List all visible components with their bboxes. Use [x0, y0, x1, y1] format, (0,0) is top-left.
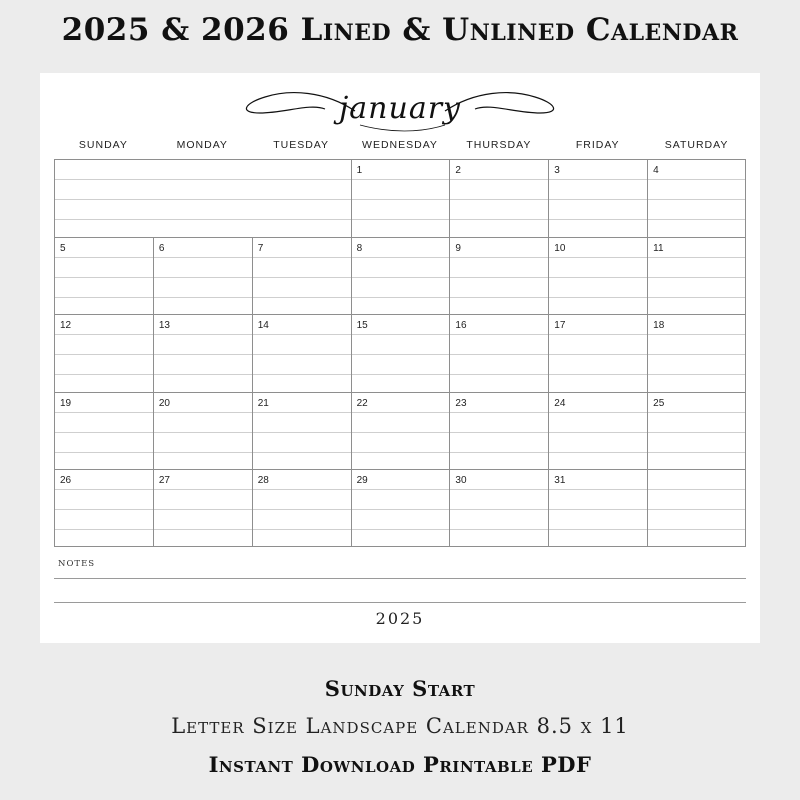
day-number: 6 [158, 242, 165, 254]
day-number: 14 [257, 320, 269, 332]
day-cell [252, 469, 351, 547]
day-cell [153, 237, 252, 315]
day-number: 17 [554, 320, 566, 332]
day-number: 28 [257, 475, 269, 487]
month-title: january [338, 91, 461, 126]
weekday-label: SUNDAY [78, 139, 128, 151]
day-number: 26 [60, 475, 72, 487]
day-number: 1 [356, 165, 363, 176]
day-number: 15 [356, 320, 368, 332]
calendar-grid [54, 159, 746, 547]
day-number: 27 [158, 475, 170, 487]
day-cell [548, 392, 647, 470]
day-cell [54, 469, 153, 547]
day-number: 3 [554, 165, 560, 176]
day-cell [449, 159, 548, 237]
day-cell [548, 314, 647, 392]
calendar-sheet [40, 73, 760, 643]
caption-sunday-start: Sunday Start [324, 676, 476, 701]
weekday-label: TUESDAY [273, 139, 330, 151]
day-number: 19 [60, 397, 72, 409]
day-number: 25 [653, 397, 665, 409]
notes-rule [54, 602, 746, 603]
day-cell [449, 392, 548, 470]
notes-label: NOTES [58, 559, 96, 569]
day-cell [252, 392, 351, 470]
day-cell [548, 237, 647, 315]
day-cell [351, 159, 450, 237]
empty-day-cell [647, 469, 746, 547]
day-number: 30 [455, 475, 467, 487]
caption-letter-size: Letter Size Landscape Calendar 8.5 x 11 [171, 714, 629, 738]
day-number: 23 [455, 397, 467, 409]
day-number: 24 [554, 397, 566, 409]
day-cell [647, 237, 746, 315]
day-cell [153, 314, 252, 392]
year-label: 2025 [375, 609, 425, 628]
day-number: 9 [455, 242, 461, 254]
day-number: 22 [356, 397, 368, 409]
day-cell [252, 237, 351, 315]
day-number: 12 [60, 320, 72, 332]
weekday-label: WEDNESDAY [362, 139, 438, 151]
day-number: 29 [356, 475, 368, 487]
day-cell [351, 314, 450, 392]
empty-day-block [54, 159, 351, 237]
day-number: 4 [653, 165, 659, 176]
weekday-label: MONDAY [176, 139, 228, 151]
day-cell [153, 469, 252, 547]
day-cell [449, 314, 548, 392]
weekday-label: SATURDAY [664, 139, 729, 151]
day-cell [647, 314, 746, 392]
day-cell [449, 469, 548, 547]
day-number: 18 [653, 320, 665, 332]
day-cell [548, 469, 647, 547]
notes-rule [54, 578, 746, 579]
day-cell [153, 392, 252, 470]
day-cell [252, 314, 351, 392]
weekday-header-row [54, 139, 746, 155]
day-cell [351, 469, 450, 547]
day-number: 7 [257, 242, 264, 254]
day-number: 5 [60, 242, 66, 254]
day-cell [54, 392, 153, 470]
headline: 2025 & 2026 Lined & Unlined Calendar [61, 12, 739, 48]
month-header [230, 85, 570, 135]
day-cell [351, 392, 450, 470]
day-cell [54, 237, 153, 315]
day-cell [54, 314, 153, 392]
caption-instant-download: Instant Download Printable PDF [208, 752, 592, 777]
day-cell [351, 237, 450, 315]
day-cell [647, 392, 746, 470]
day-number: 10 [554, 242, 566, 254]
weekday-label: THURSDAY [466, 139, 532, 151]
day-cell [449, 237, 548, 315]
day-number: 13 [158, 320, 170, 332]
day-number: 20 [158, 397, 170, 409]
day-cell [647, 159, 746, 237]
day-number: 21 [257, 397, 269, 409]
day-number: 8 [356, 242, 363, 254]
day-cell [548, 159, 647, 237]
day-number: 2 [455, 165, 461, 176]
day-number: 16 [455, 320, 467, 332]
day-number: 31 [554, 475, 566, 487]
day-number: 11 [653, 242, 664, 254]
weekday-label: FRIDAY [575, 139, 620, 151]
